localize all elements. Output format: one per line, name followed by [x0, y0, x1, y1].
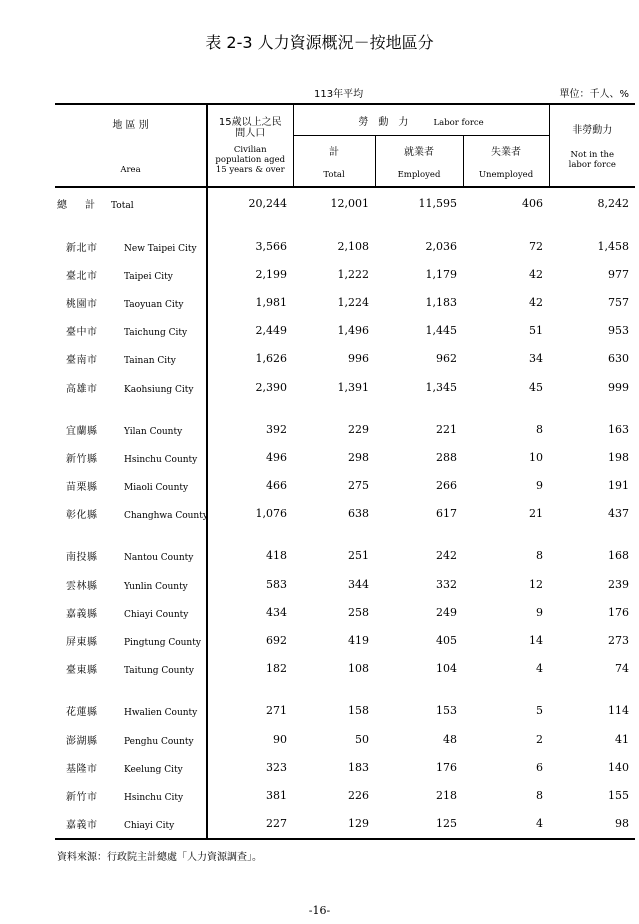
unemployed-cell: 34	[529, 352, 544, 366]
population-cell: 20,244	[207, 187, 293, 218]
area-en: New Taipei City	[124, 243, 197, 254]
total-cell: 1,222	[337, 267, 369, 281]
area-zh: 新竹市	[66, 791, 98, 803]
table-row	[55, 260, 635, 288]
table-row	[55, 472, 635, 500]
area-en: Nantou County	[124, 553, 194, 564]
area-zh: 屏東縣	[66, 637, 98, 649]
population-cell: 392	[207, 415, 293, 443]
population-cell: 227	[207, 810, 293, 839]
area-en: Total	[111, 200, 134, 211]
table-row	[55, 288, 635, 316]
not-in-labor-cell: 98	[549, 810, 635, 839]
unemployed-cell: 21	[529, 507, 544, 521]
unemployed-cell: 406	[522, 196, 544, 210]
header-nlf-en: Not in the labor force	[568, 150, 616, 170]
area-en: Chiayi County	[124, 609, 189, 620]
table-row	[55, 415, 635, 443]
employed-cell: 1,445	[425, 324, 457, 338]
table-row	[55, 753, 635, 781]
total-cell: 229	[348, 422, 369, 436]
labor-force-table	[55, 103, 635, 840]
population-cell: 583	[207, 570, 293, 598]
area-cell	[55, 443, 207, 471]
total-cell: 638	[348, 507, 369, 521]
employed-cell: 48	[443, 732, 457, 746]
area-cell	[55, 570, 207, 598]
unemployed-cell: 8	[536, 422, 544, 436]
header-emp-zh: 就業者	[404, 146, 434, 158]
header-unemployed	[463, 136, 549, 188]
area-cell	[55, 781, 207, 809]
not-in-labor-cell: 437	[608, 507, 630, 521]
table-row	[55, 598, 635, 626]
row-spacer	[55, 218, 635, 232]
area-en: Taitung County	[124, 666, 194, 677]
not-in-labor-cell: 191	[608, 479, 630, 493]
population-cell: 2,199	[207, 260, 293, 288]
table-row	[55, 232, 635, 260]
area-cell	[55, 317, 207, 345]
row-spacer	[55, 683, 635, 697]
table-row	[55, 317, 635, 345]
employed-cell: 218	[436, 788, 457, 802]
total-cell: 50	[355, 732, 369, 746]
table-row	[55, 626, 635, 654]
total-cell: 275	[348, 479, 369, 493]
population-cell: 182	[207, 655, 293, 683]
area-en: Hsinchu City	[124, 792, 184, 803]
total-cell: 996	[348, 352, 369, 366]
table-row	[55, 781, 635, 809]
table-row	[55, 655, 635, 683]
unemployed-cell: 6	[536, 760, 544, 774]
area-zh: 嘉義縣	[66, 608, 98, 620]
unemployed-cell: 51	[529, 324, 544, 338]
unemployed-cell: 9	[536, 479, 544, 493]
unemployed-cell: 2	[536, 732, 544, 746]
area-en: Pingtung County	[124, 638, 201, 649]
total-cell: 1,391	[337, 380, 369, 394]
not-in-labor-cell: 168	[608, 549, 630, 563]
population-cell: 434	[207, 598, 293, 626]
total-cell: 183	[348, 760, 369, 774]
area-cell	[55, 345, 207, 373]
population-cell: 496	[207, 443, 293, 471]
unemployed-cell: 9	[536, 605, 544, 619]
table-row	[55, 542, 635, 570]
header-total-zh: 計	[329, 146, 339, 158]
employed-cell: 332	[436, 577, 457, 591]
unemployed-cell: 5	[536, 704, 544, 718]
area-en: Miaoli County	[124, 483, 189, 494]
population-cell: 1,981	[207, 288, 293, 316]
employed-cell: 242	[436, 549, 457, 563]
area-zh: 新北市	[66, 242, 98, 254]
area-en: Taipei City	[124, 271, 173, 282]
area-en: Keelung City	[124, 764, 183, 775]
area-en: Taichung City	[124, 328, 188, 339]
population-cell: 2,390	[207, 373, 293, 401]
population-cell: 1,626	[207, 345, 293, 373]
unit-label: 單位：千人、%	[559, 89, 629, 100]
total-cell: 226	[348, 788, 369, 802]
employed-cell: 104	[436, 662, 457, 676]
not-in-labor-cell: 114	[608, 704, 630, 718]
area-cell	[55, 598, 207, 626]
row-spacer	[55, 528, 635, 542]
table-row	[55, 345, 635, 373]
employed-cell: 266	[436, 479, 457, 493]
area-zh: 彰化縣	[66, 510, 98, 522]
table-header	[55, 104, 635, 187]
not-in-labor-cell: 74	[615, 662, 630, 676]
area-cell	[55, 542, 207, 570]
area-cell	[55, 260, 207, 288]
page-number: -16-	[308, 904, 331, 917]
area-cell	[55, 753, 207, 781]
employed-cell: 405	[436, 634, 457, 648]
area-zh: 臺中市	[66, 327, 98, 339]
table-row	[55, 373, 635, 401]
not-in-labor-cell: 977	[608, 267, 630, 281]
area-en: Taoyuan City	[124, 299, 184, 310]
header-pop-zh: 15歲以上之民間人口	[218, 116, 282, 139]
employed-cell: 288	[436, 450, 457, 464]
header-area	[55, 104, 207, 187]
year-label: 113年平均	[314, 89, 364, 100]
area-en: Changhwa County	[124, 511, 208, 522]
total-cell: 1,224	[337, 295, 369, 309]
not-in-labor-cell: 8,242	[597, 196, 630, 210]
population-cell: 2,449	[207, 317, 293, 345]
area-zh: 新竹縣	[66, 453, 98, 465]
area-zh: 高雄市	[66, 383, 98, 395]
employed-cell: 617	[436, 507, 457, 521]
unemployed-cell: 45	[529, 380, 544, 394]
area-en: Yilan County	[124, 426, 183, 437]
table-title: 表 2-3 人力資源概況－按地區分	[205, 33, 434, 52]
area-en: Chiayi City	[124, 821, 175, 832]
not-in-labor-cell: 239	[608, 577, 630, 591]
not-in-labor-cell: 163	[608, 422, 630, 436]
area-zh: 臺南市	[66, 355, 98, 367]
area-cell	[55, 697, 207, 725]
area-cell	[55, 725, 207, 753]
header-unemp-en: Unemployed	[478, 169, 534, 180]
area-zh: 宜蘭縣	[66, 425, 98, 437]
not-in-labor-cell: 630	[608, 352, 630, 366]
total-cell: 298	[348, 450, 369, 464]
total-cell: 344	[348, 577, 369, 591]
area-zh: 苗栗縣	[66, 482, 98, 494]
table-row	[55, 443, 635, 471]
area-en: Hwalien County	[124, 708, 198, 719]
area-zh: 嘉義市	[66, 820, 98, 832]
employed-cell: 221	[436, 422, 457, 436]
total-cell: 419	[348, 634, 369, 648]
area-zh: 澎湖縣	[66, 735, 98, 747]
not-in-labor-cell: 198	[608, 450, 630, 464]
header-population	[207, 104, 293, 187]
population-cell: 323	[207, 753, 293, 781]
population-cell: 3,566	[207, 232, 293, 260]
population-cell: 418	[207, 542, 293, 570]
total-cell: 258	[348, 605, 369, 619]
employed-cell: 249	[436, 605, 457, 619]
table-body	[55, 187, 635, 839]
header-total-en: Total	[323, 169, 345, 180]
population-cell: 1,076	[207, 500, 293, 528]
area-en: Yunlin County	[124, 581, 188, 592]
not-in-labor-cell: 41	[615, 732, 630, 746]
area-cell	[55, 472, 207, 500]
table-row	[55, 500, 635, 528]
not-in-labor-cell: 999	[608, 380, 630, 394]
header-labor-force	[293, 104, 549, 136]
total-cell: 2,108	[337, 239, 369, 253]
employed-cell: 176	[436, 760, 457, 774]
area-cell	[55, 655, 207, 683]
employed-cell: 1,183	[425, 295, 457, 309]
table-row	[55, 810, 635, 839]
unemployed-cell: 42	[529, 295, 544, 309]
unemployed-cell: 8	[536, 549, 544, 563]
area-en: Kaohsiung City	[124, 384, 194, 395]
not-in-labor-cell: 1,458	[597, 239, 630, 253]
total-cell: 158	[348, 704, 369, 718]
population-cell: 692	[207, 626, 293, 654]
total-cell: 1,496	[337, 324, 369, 338]
employed-cell: 11,595	[418, 196, 457, 210]
area-cell	[55, 373, 207, 401]
area-cell	[55, 288, 207, 316]
area-cell	[55, 500, 207, 528]
area-zh: 桃園市	[66, 298, 98, 310]
area-zh: 南投縣	[66, 552, 98, 564]
employed-cell: 1,179	[425, 267, 457, 281]
employed-cell: 125	[375, 810, 463, 839]
area-cell	[55, 232, 207, 260]
population-cell: 90	[207, 725, 293, 753]
employed-cell: 1,345	[425, 380, 457, 394]
not-in-labor-cell: 176	[608, 605, 630, 619]
employed-cell: 2,036	[425, 239, 457, 253]
area-zh: 花蓮縣	[66, 707, 98, 719]
employed-cell: 962	[436, 352, 457, 366]
area-cell	[55, 810, 207, 839]
unemployed-cell: 42	[529, 267, 544, 281]
header-unemp-zh: 失業者	[491, 146, 521, 158]
not-in-labor-cell: 155	[608, 788, 630, 802]
population-cell: 271	[207, 697, 293, 725]
header-emp-en: Employed	[397, 169, 441, 180]
header-labor-zh: 勞 動 力	[358, 116, 409, 128]
total-cell: 129	[293, 810, 375, 839]
unemployed-cell: 8	[536, 788, 544, 802]
area-zh: 臺東縣	[66, 665, 98, 677]
table-row	[55, 570, 635, 598]
header-area-zh: 地 區 別	[112, 120, 149, 131]
population-cell: 466	[207, 472, 293, 500]
table-row	[55, 697, 635, 725]
area-zh: 基隆市	[66, 763, 98, 775]
not-in-labor-cell: 757	[608, 295, 630, 309]
unemployed-cell: 12	[529, 577, 544, 591]
area-cell	[55, 626, 207, 654]
table-row	[55, 725, 635, 753]
row-spacer	[55, 401, 635, 415]
employed-cell: 153	[436, 704, 457, 718]
not-in-labor-cell: 140	[608, 760, 630, 774]
area-cell	[55, 415, 207, 443]
header-total	[293, 136, 375, 188]
table-row-total	[55, 187, 635, 218]
population-cell: 381	[207, 781, 293, 809]
total-cell: 251	[348, 549, 369, 563]
unemployed-cell: 4	[463, 810, 549, 839]
header-not-in-labor	[549, 104, 635, 187]
total-cell: 12,001	[330, 196, 369, 210]
area-cell	[55, 187, 207, 218]
source-note: 資料來源：行政院主計總處「人力資源調查」。	[57, 852, 262, 863]
header-area-en: Area	[120, 165, 141, 175]
unemployed-cell: 10	[529, 450, 544, 464]
header-nlf-zh: 非勞動力	[572, 125, 613, 136]
area-zh: 臺北市	[66, 270, 98, 282]
header-employed	[375, 136, 463, 188]
header-labor-en: Labor force	[433, 117, 484, 128]
total-cell: 108	[348, 662, 369, 676]
not-in-labor-cell: 953	[608, 324, 630, 338]
area-zh: 雲林縣	[66, 580, 98, 592]
unemployed-cell: 72	[529, 239, 544, 253]
unemployed-cell: 4	[536, 662, 544, 676]
header-pop-en: Civilian population aged 15 years & over	[215, 144, 286, 175]
area-en: Penghu County	[124, 736, 194, 747]
area-en: Tainan City	[124, 356, 176, 367]
unemployed-cell: 14	[529, 634, 544, 648]
area-en: Hsinchu County	[124, 454, 198, 465]
area-zh: 總計	[57, 199, 113, 211]
not-in-labor-cell: 273	[608, 634, 630, 648]
